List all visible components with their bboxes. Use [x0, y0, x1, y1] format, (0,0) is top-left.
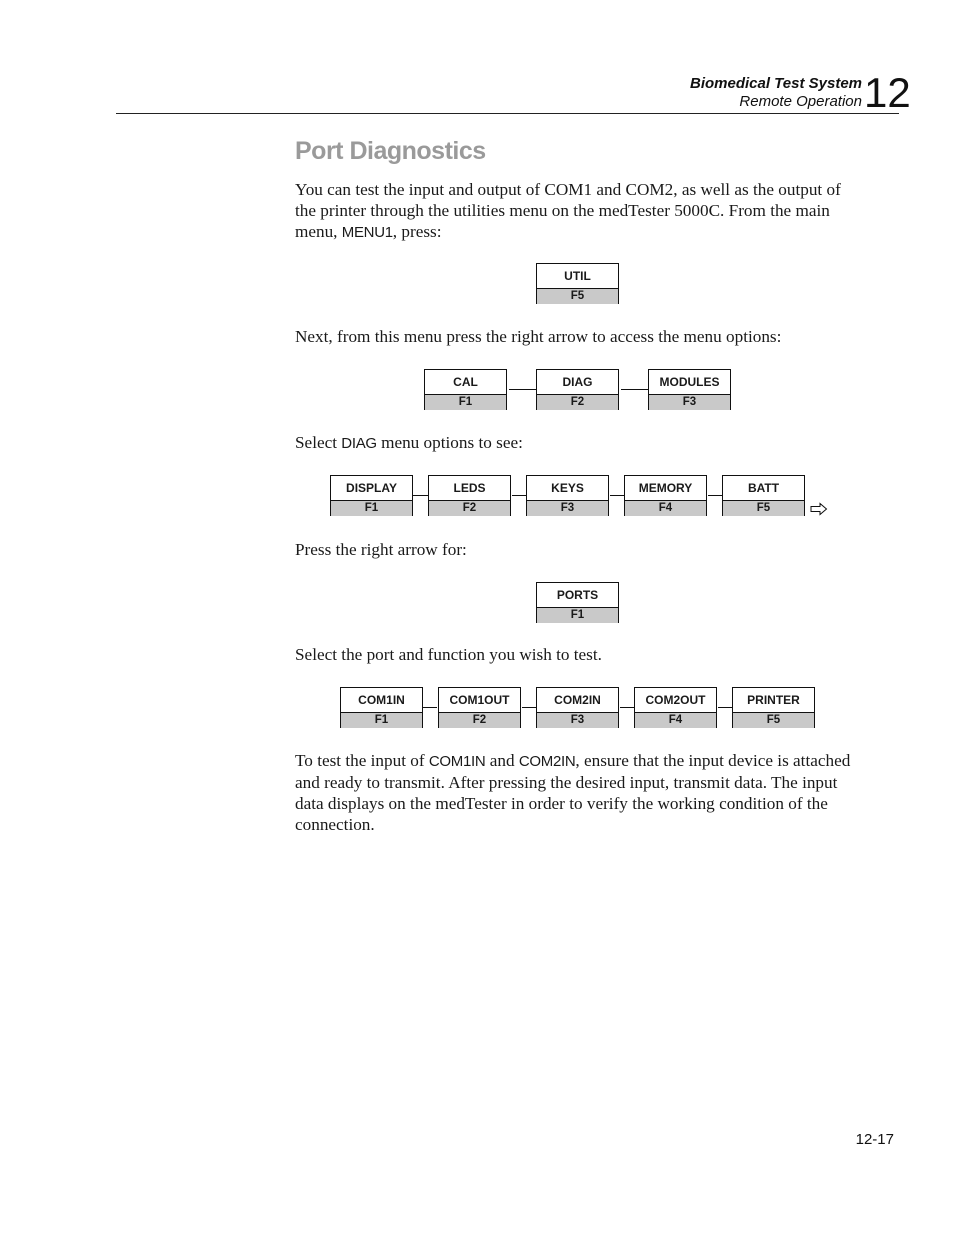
com1out-softkey[interactable]	[438, 687, 521, 728]
util-softkey[interactable]	[536, 263, 619, 304]
softkey-label: PORTS	[556, 588, 599, 602]
diag-keyword: DIAG	[341, 435, 377, 452]
softkey-function-key: F2	[439, 712, 520, 728]
softkey-label: COM2IN	[554, 693, 601, 707]
softkey-connector	[708, 495, 722, 496]
softkey-function-key: F1	[331, 500, 412, 516]
com2in-keyword: COM2IN	[518, 753, 576, 770]
modules-softkey[interactable]	[648, 369, 731, 410]
softkey-label: COM1OUT	[449, 693, 510, 707]
softkey-connector	[509, 389, 536, 390]
softkey-connector	[423, 707, 437, 708]
softkey-label: KEYS	[551, 481, 584, 495]
header-divider	[116, 113, 899, 114]
softkey-label: MODULES	[659, 375, 720, 389]
softkey-function-key: F5	[733, 712, 814, 728]
cal-softkey[interactable]	[424, 369, 507, 410]
com1in-softkey[interactable]	[340, 687, 423, 728]
running-header	[690, 75, 862, 111]
com2out-softkey[interactable]	[634, 687, 717, 728]
softkey-function-key: F3	[527, 500, 608, 516]
header-title: Biomedical Test System	[689, 75, 862, 92]
util-menu-paragraph: Next, from this menu press the right arrow to access the menu options:	[295, 327, 782, 346]
softkey-label: PRINTER	[747, 693, 800, 707]
softkey-function-key: F5	[723, 500, 804, 516]
intro-paragraph	[295, 179, 865, 243]
ports-softkey[interactable]	[536, 582, 619, 623]
intro-tail: , press:	[392, 222, 442, 241]
softkey-connector	[620, 707, 634, 708]
diag-text-pre: Select	[295, 433, 342, 452]
softkey-function-key: F3	[537, 712, 618, 728]
test-input-paragraph	[295, 750, 865, 835]
page-number: 12-17	[855, 1131, 894, 1148]
display-softkey[interactable]	[330, 475, 413, 516]
softkey-label: DIAG	[562, 375, 593, 389]
softkey-connector	[522, 707, 536, 708]
softkey-function-key: F4	[635, 712, 716, 728]
softkey-label: DISPLAY	[346, 481, 397, 495]
softkey-function-key: F2	[429, 500, 510, 516]
right-arrow-icon	[810, 502, 828, 516]
softkey-function-key: F1	[425, 394, 506, 410]
softkey-connector	[413, 495, 428, 496]
com2in-softkey[interactable]	[536, 687, 619, 728]
test-text-mid: and	[485, 751, 519, 770]
softkey-function-key: F4	[625, 500, 706, 516]
softkey-function-key: F5	[537, 288, 618, 304]
memory-softkey[interactable]	[624, 475, 707, 516]
softkey-label: BATT	[747, 481, 780, 495]
leds-softkey[interactable]	[428, 475, 511, 516]
printer-softkey[interactable]	[732, 687, 815, 728]
softkey-function-key: F3	[649, 394, 730, 410]
chapter-number: 12	[864, 69, 911, 116]
section-title: Port Diagnostics	[295, 137, 486, 165]
header-subtitle: Remote Operation	[739, 93, 862, 110]
right-arrow-paragraph: Press the right arrow for:	[295, 540, 467, 559]
softkey-label: COM1IN	[358, 693, 405, 707]
menu1-keyword: MENU1	[341, 224, 393, 241]
softkey-label: LEDS	[453, 481, 486, 495]
softkey-label: COM2OUT	[645, 693, 706, 707]
keys-softkey[interactable]	[526, 475, 609, 516]
batt-softkey[interactable]	[722, 475, 805, 516]
com1in-keyword: COM1IN	[428, 753, 486, 770]
diag-paragraph	[295, 432, 865, 454]
softkey-connector	[621, 389, 648, 390]
test-text-pre: To test the input of	[295, 751, 429, 770]
diag-text-post: menu options to see:	[376, 433, 523, 452]
test-text-post: , ensure that the input device is attached and ready to transmit. After pressing the desired input, transmit data. The input data displays on the medTester in order to verify the working condition of the connection.	[295, 751, 851, 834]
intro-text: You can test the input and output of COM1 and COM2, as well as the output of the printer through the utilities menu on the medTester 5000C. From the main menu,	[295, 180, 841, 241]
softkey-connector	[610, 495, 624, 496]
diag-softkey[interactable]	[536, 369, 619, 410]
softkey-connector	[718, 707, 732, 708]
port-select-paragraph: Select the port and function you wish to test.	[295, 645, 602, 664]
softkey-connector	[512, 495, 526, 496]
softkey-label: MEMORY	[638, 481, 693, 495]
softkey-label: CAL	[453, 375, 478, 389]
softkey-function-key: F1	[341, 712, 422, 728]
softkey-function-key: F2	[537, 394, 618, 410]
softkey-function-key: F1	[537, 607, 618, 623]
softkey-label: UTIL	[564, 269, 591, 283]
